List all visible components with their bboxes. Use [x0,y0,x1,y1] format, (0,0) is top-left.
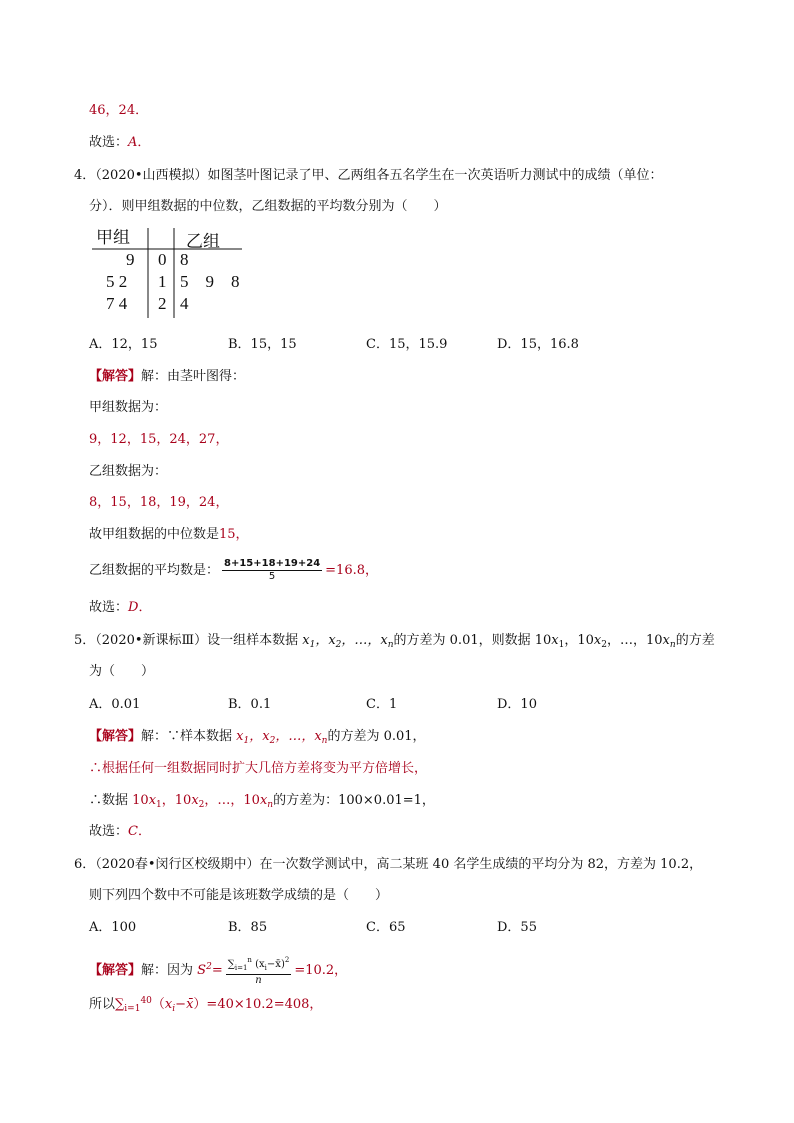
group-b-label: 乙组数据为： [89,464,168,479]
q4-option-a: A．12，15 [89,337,158,352]
variance-formula [226,954,292,987]
row0-left-leaves: 9 [126,250,135,269]
q6-stem-line2: 则下列四个数中不可能是该班数学成绩的是（ ） [89,888,389,903]
row1-left-leaves: 5 2 [106,272,128,291]
mean-text: 乙组数据的平均数是： [89,563,220,578]
q5-conc-scaled-list: $10x_1$，$10x_2$，…，$10x_n$ [132,793,274,810]
q5-stem-line2: 为（ ） [89,664,155,679]
row0-stem: 0 [158,250,167,269]
answer-choice: A [128,135,138,150]
answer-prefix: 故选： [89,135,129,150]
q4-option-d: D．15，16.8 [497,337,579,352]
variance-value: =10.2， [294,963,348,978]
sum-expression: $\sum_{i=1}^{40}(x_i-x̄)$ [115,996,207,1014]
median-text: 故甲组数据的中位数是 [89,527,220,542]
right-header: 乙组 [186,232,220,251]
q5-option-d: D．10 [497,697,537,712]
q5-conclusion [89,792,435,814]
solution-text-a: 解：∵样本数据 [141,729,233,744]
q5-sample-list: $x_1$，$x_2$，…，$x_n$ [302,633,394,650]
q4-solution-start [89,368,245,386]
q5-source: （2020•新课标Ⅲ） [95,633,208,648]
q6-stem-line1 [74,856,702,874]
solution-tag: 【解答】 [89,963,142,978]
q6-option-c: C．65 [366,920,406,935]
q5-option-b: B．0.1 [228,697,272,712]
solution-text: 解：因为 [141,963,194,978]
row1-stem: 1 [158,272,167,291]
group-a-data: 9，12，15，24，27， [89,432,229,447]
row1-right-leaves: 5 9 8 [180,272,240,291]
solution-tag: 【解答】 [89,369,142,384]
q4-option-b: B．15，15 [228,337,297,352]
q5-stem-text-a: 设一组样本数据 [207,633,299,648]
median-line [89,526,249,544]
q6-number: 6． [74,857,96,872]
solution-text-b: 的方差为 0.01， [327,729,426,744]
solution-text: 解：由茎叶图得： [141,369,246,384]
sum-text: 所以 [89,997,116,1012]
q5-number: 5． [74,633,96,648]
q4-stem-line2: 分）．则甲组数据的中位数，乙组数据的平均数分别为（ ） [89,199,447,214]
q6-option-a: A．100 [89,920,137,935]
q6-option-b: B．85 [228,920,268,935]
q4-stem-line1 [74,167,663,185]
median-value: 15， [219,527,249,542]
group-a-label: 甲组数据为： [89,400,168,415]
mean-value: =16.8， [325,563,378,578]
row0-right-leaves: 8 [180,250,189,269]
variance-rule: ∴根据任何一组数据同时扩大几倍方差将变为平方倍增长， [89,761,428,776]
q5-answer-line [89,823,151,841]
q5-scaled-list: $10x_1$，$10x_2$，…，$10x_n$ [534,633,676,650]
sum-value: =40×10.2=408， [206,997,323,1012]
group-b-data: 8，15，18，19，24， [89,495,229,510]
q5-option-c: C．1 [366,697,398,712]
conclusion-text-b: 的方差为：100×0.01=1， [273,793,435,808]
row2-right-leaves: 4 [180,294,189,313]
stem-leaf-plot [92,226,262,318]
q5-option-a: A．0.01 [89,697,141,712]
answer-suffix: ． [138,600,152,615]
row2-stem: 2 [158,294,167,313]
q4-answer-line [89,599,151,617]
mean-denominator: 5 [268,571,276,582]
variance-denominator: n [255,975,262,986]
answer-prefix: 故选： [89,824,129,839]
q4-stem-text: 如图茎叶图记录了甲、乙两组各五名学生在一次英语听力测试中的成绩（单位： [207,168,663,183]
q5-sol-sample-list: $x_1$，$x_2$，…，$x_n$ [236,729,328,746]
answer-suffix: ． [137,135,151,150]
answer-suffix: ． [137,824,151,839]
q4-number: 4． [74,168,96,183]
prev-data-line: 46，24． [89,103,149,118]
answer-choice: D [128,600,139,615]
q5-stem-text-b: 的方差为 0.01，则数据 [393,633,531,648]
q5-stem-text-c: 的方差 [675,633,715,648]
q5-stem-line1 [74,632,715,654]
mean-fraction [222,558,322,583]
answer-prefix: 故选： [89,600,129,615]
answer-choice: C [128,824,138,839]
mean-numerator: 8+15+18+19+24 [224,558,321,569]
left-header: 甲组 [96,228,130,247]
prev-answer-line [89,134,150,152]
q5-solution-start [89,728,426,750]
solution-tag: 【解答】 [89,729,142,744]
variance-symbol: $S^2$ [197,962,212,978]
q6-stem-text: 在一次数学测试中，高二某班 40 名学生成绩的平均分为 82，方差为 10.2， [259,857,703,872]
variance-numerator: $\sum_{i=1}^n$ $(x_i-x̄)^2$ [226,954,292,975]
q4-source: （2020•山西模拟） [95,168,208,183]
mean-line [89,558,378,584]
q6-solution-start: 【解答】解：因为 $S^2=$ $\frac{\sum_{i=1}^n (x_i-x̄)^2}{n}$ =10.2， [89,956,348,986]
conclusion-text-a: ∴数据 [89,793,129,808]
q6-source: （2020春•闵行区校级期中） [95,857,260,872]
row2-left-leaves: 7 4 [106,294,128,313]
q4-option-c: C．15，15.9 [366,337,448,352]
q6-sum-line [89,992,322,1018]
q6-option-d: D．55 [497,920,537,935]
